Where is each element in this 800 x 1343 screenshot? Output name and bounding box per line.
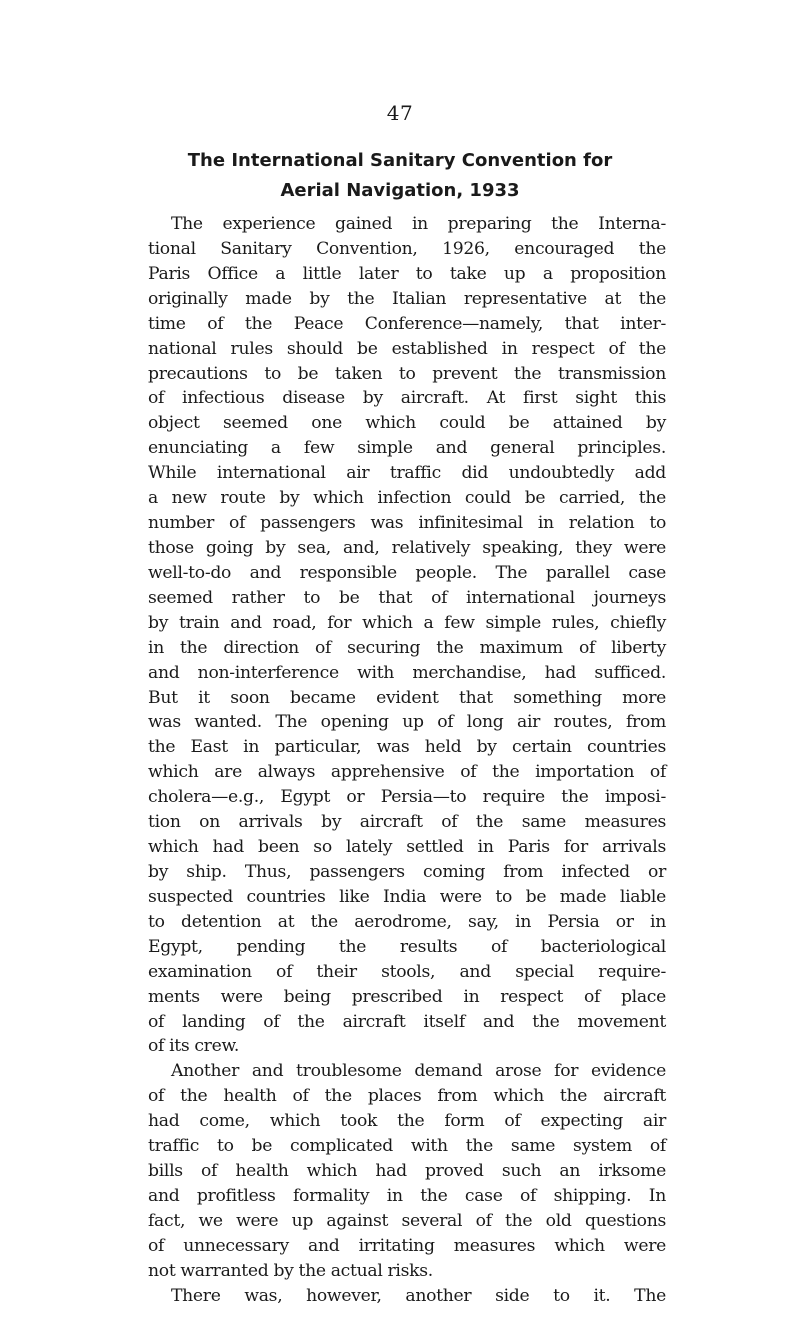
text-line: and profitless formality in the case of shipping. In [148, 1185, 666, 1206]
text-line: tion on arrivals by aircraft of the same measures [148, 812, 666, 833]
text-line: fact, we were up against several of the old questions [148, 1210, 666, 1231]
paragraph [148, 212, 666, 1059]
paragraph [148, 1059, 666, 1283]
text-line: cholera—e.g., Egypt or Persia—to require the imposi- [148, 787, 666, 808]
text-line: time of the Peace Conference—namely, that inter- [148, 313, 666, 334]
page-title [140, 146, 660, 206]
text-line: precautions to be taken to prevent the transmission [148, 363, 666, 384]
text-line: Egypt, pending the results of bacteriological [148, 936, 666, 957]
text-line: While international air traffic did undoubtedly add [148, 463, 666, 484]
text-line: of infectious disease by aircraft. At first sight this [148, 388, 666, 409]
text-line: number of passengers was infinitesimal in relation to [148, 513, 666, 534]
text-line: by ship. Thus, passengers coming from infected or [148, 861, 666, 882]
text-line: bills of health which had proved such an irksome [148, 1161, 666, 1182]
text-line: to detention at the aerodrome, say, in Persia or in [148, 911, 666, 932]
text-line: The experience gained in preparing the Interna- [171, 214, 666, 234]
text-line: of the health of the places from which the aircraft [148, 1086, 666, 1107]
text-line: well-to-do and responsible people. The parallel case [148, 562, 666, 583]
text-line: object seemed one which could be attained by [148, 413, 666, 434]
text-line: traffic to be complicated with the same system of [148, 1136, 666, 1157]
text-line: But it soon became evident that something more [148, 687, 666, 708]
text-line: by train and road, for which a few simple rules, chiefly [148, 612, 666, 633]
text-line: which had been so lately settled in Paris for arrivals [148, 837, 666, 858]
paragraph [148, 1284, 666, 1309]
text-line: national rules should be established in respect of the [148, 338, 666, 359]
title-line-2: Aerial Navigation, 1933 [280, 180, 520, 201]
text-line: which are always apprehensive of the importation of [148, 762, 666, 783]
text-line: originally made by the Italian representative at the [148, 288, 666, 309]
text-line: of its crew. [148, 1036, 240, 1057]
text-line: in the direction of securing the maximum of liberty [148, 637, 666, 658]
text-line: a new route by which infection could be carried, the [148, 488, 666, 509]
text-line: Paris Office a little later to take up a proposition [148, 263, 666, 284]
text-line: There was, however, another side to it. The [171, 1285, 666, 1306]
text-line: had come, which took the form of expecting air [148, 1111, 666, 1132]
text-line: those going by sea, and, relatively speaking, they were [148, 537, 666, 558]
page-number: 47 [386, 101, 414, 125]
text-line: the East in particular, was held by certain countries [148, 737, 666, 758]
text-line: tional Sanitary Convention, 1926, encouraged the [148, 238, 666, 259]
text-line: of unnecessary and irritating measures which were [148, 1235, 666, 1256]
text-line: enunciating a few simple and general principles. [148, 438, 666, 459]
title-line-1: The International Sanitary Convention for [187, 150, 613, 171]
text-line: was wanted. The opening up of long air routes, from [148, 712, 666, 733]
text-line: seemed rather to be that of international journeys [148, 587, 666, 608]
text-line: Another and troublesome demand arose for evidence [171, 1061, 666, 1082]
body-text [148, 212, 666, 1309]
text-line: of landing of the aircraft itself and the movement [148, 1011, 666, 1032]
text-line: suspected countries like India were to be made liable [148, 886, 666, 907]
text-line: examination of their stools, and special require- [148, 961, 666, 982]
text-line: and non-interference with merchandise, had sufficed. [148, 662, 666, 683]
text-line: not warranted by the actual risks. [148, 1260, 433, 1281]
text-line: ments were being prescribed in respect of place [148, 986, 666, 1007]
